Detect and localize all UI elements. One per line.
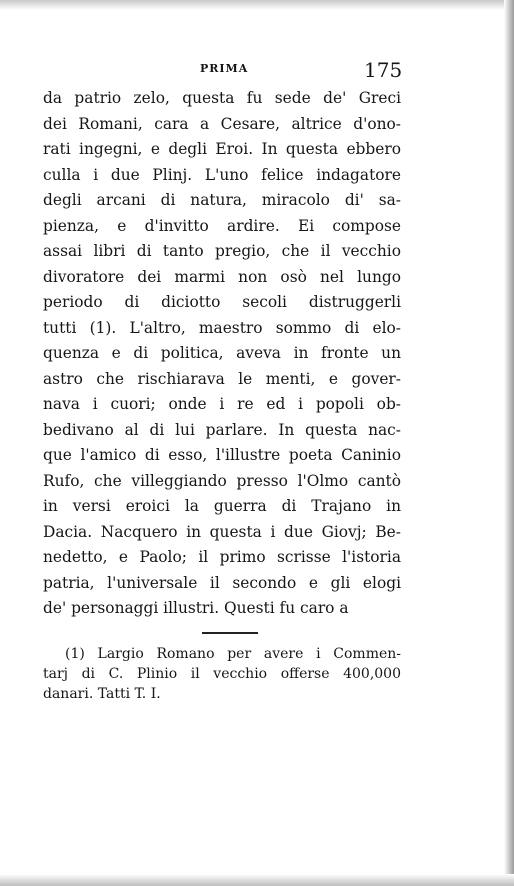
- page-right-shadow: [504, 0, 514, 886]
- text-line: dei Romani, cara a Cesare, altrice d'ono-: [43, 114, 401, 133]
- footnote-line: danari. Tatti T. I.: [43, 686, 161, 702]
- text-line: tutti (1). L'altro, maestro sommo di elo-: [43, 318, 401, 337]
- text-line: divoratore dei marmi non osò nel lungo: [43, 267, 401, 286]
- text-line: que l'amico di esso, l'illustre poeta Caninio: [43, 446, 401, 464]
- text-line: assai libri di tanto pregio, che il vecchio: [43, 242, 401, 260]
- footnote-line: (1) Largio Romano per avere i Commen-: [65, 646, 401, 662]
- page-bottom-shadow: [0, 874, 514, 886]
- text-line: astro che rischiarava le menti, e gover-: [43, 369, 401, 388]
- text-line: Dacia. Nacquero in questa i due Giovj; Be-: [43, 522, 401, 541]
- footnote-separator: [202, 632, 258, 634]
- text-line: periodo di diciotto secoli distruggerli: [43, 293, 401, 311]
- body-text: [43, 86, 401, 622]
- text-line: nava i cuori; onde i re ed i popoli ob-: [43, 395, 401, 413]
- page-top-shadow: [0, 0, 514, 10]
- text-line: rati ingegni, e degli Eroi. In questa ebbero: [43, 140, 401, 158]
- text-line: quenza e di politica, aveva in fronte un: [43, 344, 401, 362]
- page-number: 175: [364, 58, 403, 82]
- text-line: Rufo, che villeggiando presso l'Olmo cantò: [43, 471, 401, 490]
- text-line: patria, l'universale il secondo e gli elogi: [43, 573, 401, 592]
- running-head: PRIMA: [200, 62, 249, 75]
- footnote-line: tarj di C. Plinio il vecchio offerse 400,000: [43, 666, 401, 682]
- text-line: pienza, e d'invitto ardire. Ei compose: [43, 216, 401, 235]
- text-line: culla i due Plinj. L'uno felice indagatore: [43, 165, 401, 184]
- text-line: bedivano al di lui parlare. In questa nac-: [43, 420, 401, 439]
- text-line: nedetto, e Paolo; il primo scrisse l'istoria: [43, 548, 401, 566]
- text-line: in versi eroici la guerra di Trajano in: [43, 497, 401, 515]
- text-line: degli arcani di natura, miracolo di' sa-: [43, 191, 401, 209]
- footnote: [43, 644, 401, 704]
- text-line: da patrio zelo, questa fu sede de' Greci: [43, 89, 401, 107]
- text-line: de' personaggi illustri. Questi fu caro a: [43, 599, 349, 617]
